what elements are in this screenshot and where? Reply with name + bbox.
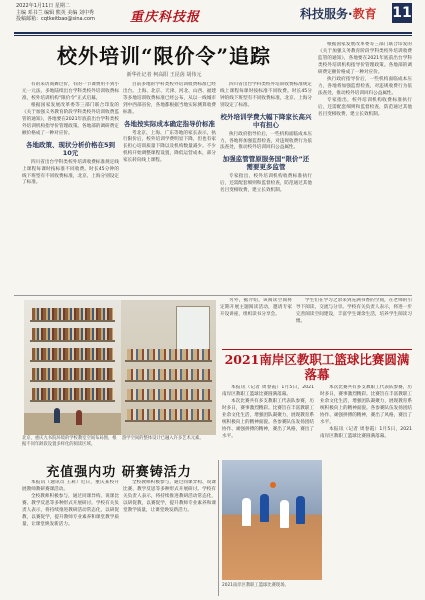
basketball-photo: [222, 460, 322, 580]
page-number: 11: [392, 5, 412, 21]
article-paragraph: 本报讯（通讯员 王莉）近日，重庆某校开展教师教研赛课活动。: [22, 480, 119, 492]
article-paragraph: 考北京、上海、广东等地的家长表示，执行限价后，校外培训学费明显下降，但也有家长担心培训质量下降以及机构数量减少。不少机构开始调整课程设置，降低运营成本，部分家长转向线上课程。: [123, 130, 216, 164]
sidebar-paragraph: 另外，据介绍，该阅读空间将定期开展主题阅读活动，邀请专家开设讲座，组织读书分享会。: [220, 298, 292, 317]
newspaper-logo: 重庆科技报: [130, 10, 201, 25]
article-column-3: [220, 82, 312, 292]
masthead-rule-thin: [14, 35, 412, 36]
article-paragraph: 根据国家发展改革委等三部门联合印发的《关于加强义务教育阶段学科类校外培训收费监管的通知》，各地要在2021年底前出台学科类校外培训机构指导价管理政策。各地部的调研费定额价格成了一种对应价。: [22, 103, 119, 136]
article-subhead: 加强监管管原服务国“限价”还需要更多监管: [222, 155, 310, 172]
article3-column-2: [320, 385, 412, 590]
article-paragraph: 本次比赛共有多支教职工代表队参赛，历时多日，赛事激烈精彩。比赛旨在丰富教职工业余文化生活，增强团队凝聚力，展现教育系统积极向上的精神面貌。各参赛队伍发扬团结协作、顽强拼搏的精神，赛出了风格，赛出了水平。: [320, 385, 412, 425]
article-subhead: 各地按实际成本确定指导价标准: [124, 119, 215, 128]
article-subhead: 各地政策、现状分析价格在5到10元: [25, 140, 116, 157]
bookshelf-photo-right: [121, 300, 216, 435]
article3-headline: 2021南岸区教职工篮球比赛圆满落幕: [224, 352, 410, 382]
article-paragraph: 本次比赛共有多支教职工代表队参赛，历时多日，赛事激烈精彩。比赛旨在丰富教职工业余文化生活，增强团队凝聚力，展现教育系统积极向上的精神面貌。各参赛队伍发扬团结协作、顽强拼搏的精神，赛出了风格，赛出了水平。: [222, 399, 314, 439]
article-column-2: [123, 82, 216, 297]
article-paragraph: 四川省出台学科类校外培训收费标准规定线上课程每课时按标准不同收费。时长45分钟的线下班型有不同收费标准，北京、上海分别设定了标准。: [220, 82, 312, 108]
editor-credits: 主编 邓书兰 编辑 熊英 美编 刘中秀: [16, 9, 94, 16]
article2-headline: 充值强内功 研赛铸活力: [46, 465, 192, 480]
section-divider: [14, 295, 412, 296]
section-accent: 教育: [352, 7, 377, 21]
article-paragraph: 专家指出，校外培训机构收费标准执行后，还需配套细则和监督检查，防范通过其他名目变相收费，建立长效机制。: [220, 174, 312, 194]
article3-column-1: [222, 385, 314, 457]
main-headline: 校外培训“限价令”追踪: [56, 44, 271, 68]
photo-caption-left: 北京、重庆九书院环境的学校教室空间布局图，根据不同年龄段设置多样化的阅读区域。: [22, 436, 117, 447]
red-rule: [222, 349, 412, 350]
article-paragraph: 全校教师积极参与，通过同课异构、说课比赛、教学反思等多种形式开展研讨。学校有关负责人表示，将持续推进教研活动常态化，以研促教，以赛促学，提升教师专业素养和课堂教学质量，让课堂焕发新活力。: [22, 494, 119, 527]
issue-date: 2022年1月11日 星期二: [16, 3, 70, 9]
article-column-1: [22, 82, 119, 297]
article-subhead: 校外培训学费大幅下降家长高兴中有担心: [220, 112, 312, 129]
article-paragraph: 目前多地的学科类校外培训收费标准已经出台。上海、北京、天津、河北、山西、福建等多地培训收费标准已经公布，从以一线城市到中西部省份，各地都根据当地实际测算收费标准。: [123, 82, 216, 115]
article-paragraph: 全校教师积极参与，通过同课异构、说课比赛、教学反思等多种形式开展研讨。学校有关负责人表示，将持续推进教研活动常态化，以研促教，以赛促学，提升教师专业素养和课堂教学质量，让课堂焕发新活力。: [123, 480, 216, 513]
section-title: 科技服务·教育: [300, 7, 377, 21]
article-paragraph: 本报讯（记者 周春霞）1月5日，2021南岸区教职工篮球比赛圆满落幕。: [320, 426, 412, 439]
bookshelf-photo-left: [24, 300, 121, 435]
article-paragraph: 执行政府指导价后，一些机构面临成本压力，各地将加强监督检查，对违规收费行为依法查处，推动校外培训回归公益属性。: [318, 77, 412, 96]
article2-column-2: [123, 480, 216, 596]
article2-column-1: [22, 480, 119, 596]
main-byline: 新华社记者 柯高阳 王昆茵 胡伟元: [126, 72, 202, 78]
column-divider: [218, 460, 219, 596]
masthead-rule: [14, 32, 412, 34]
article-paragraph: 专家指出，校外培训机构收费标准执行后，还需配套细则和监督检查，防范通过其他名目变相收费，建立长效机制。: [318, 98, 412, 118]
article-paragraph: 本报讯（记者 周春霞）1月5日，2021南岸区教职工篮球比赛圆满落幕。: [222, 385, 314, 397]
masthead-meta: [16, 3, 95, 23]
article-paragraph: 四川省出台学科类校外培训收费标准规定线上课程每课时按标准不同收费。时长45分钟的线下班型有不同收费标准，北京、上海分别设定了标准。: [22, 159, 119, 186]
section-name: 科技服务: [300, 7, 349, 21]
article-paragraph: 根据国家发展改革委等三部门联合印发的《关于加强义务教育阶段学科类校外培训收费监管的通知》，各地要在2021年底前出台学科类校外培训机构指导价管理政策。各地部的调研费定额价格成了一种对应价。: [318, 42, 412, 75]
photo-caption-right: 游学空间的整体设计已融入许多艺术元素。: [122, 436, 204, 441]
sidebar-text-column: [220, 298, 292, 348]
feature-sidebox: [296, 298, 412, 348]
sidebox-paragraph: 学生们在学习之余来到充满书香的空间，在老师的引导下阅读、交流与分享。学校有关负责人表示，将进一步完善阅读空间建设，丰富学生课余生活，培养学生阅读习惯。: [296, 298, 412, 324]
basketball-caption: 2021南岸区教职工篮球比赛现场。: [222, 583, 289, 588]
article-paragraph: 执行政府指导价后，一些机构面临成本压力，各地将加强监督检查，对违规收费行为依法查处，推动校外培训回归公益属性。: [220, 131, 312, 151]
masthead: [0, 0, 425, 36]
article-paragraph: 有的采访商舞过价，有的一节课费用不到小元一元法，多地陆续出台学科类校外培训收费标准，校外培训机构“限价令”正式启幕。: [22, 82, 119, 101]
submission-email: 投稿邮箱：cqtkeitbao@sina.com: [16, 16, 95, 22]
article-column-4: [318, 42, 412, 292]
